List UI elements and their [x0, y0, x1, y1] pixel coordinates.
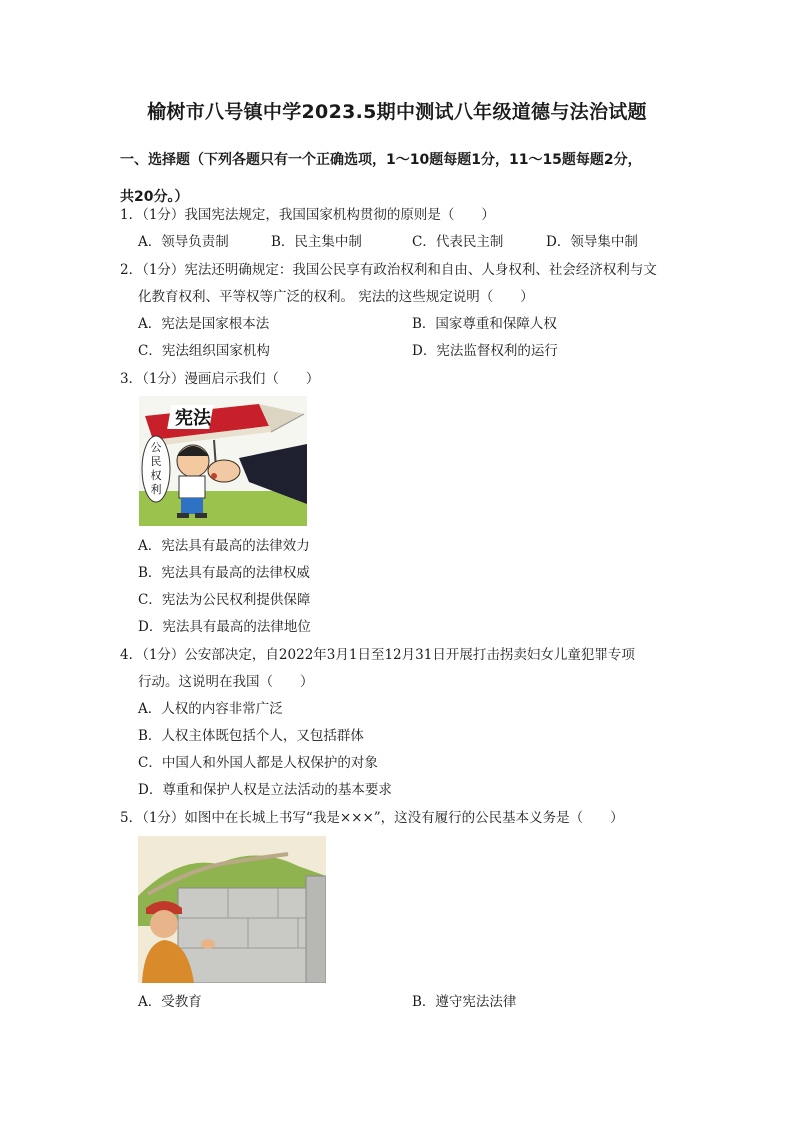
question-4-option-d[interactable]: D．尊重和保护人权是立法活动的基本要求: [138, 782, 392, 798]
question-2-option-b[interactable]: B．国家尊重和保障人权: [412, 316, 557, 332]
question-5-option-b[interactable]: B．遵守宪法法律: [412, 994, 517, 1010]
question-3-option-d[interactable]: D．宪法具有最高的法律地位: [138, 619, 311, 635]
section-heading-line1: 一、选择题（下列各题只有一个正确选项，1～10题每题1分，11～15题每题2分，: [120, 152, 642, 168]
question-3-cartoon-image: [139, 396, 307, 526]
svg-text:利: 利: [150, 483, 162, 496]
question-2-stem: 2．（1分）宪法还明确规定：我国公民享有政治权利和自由、人身权利、社会经济权利与文: [120, 262, 657, 278]
person-face: [150, 910, 178, 938]
question-4-option-c[interactable]: C．中国人和外国人都是人权保护的对象: [138, 755, 378, 771]
svg-text:公: 公: [150, 441, 162, 454]
question-3-option-b[interactable]: B．宪法具有最高的法律权威: [138, 565, 310, 581]
question-4-option-b[interactable]: B．人权主体既包括个人，又包括群体: [138, 728, 364, 744]
question-3-stem: 3．（1分）漫画启示我们（ ）: [120, 371, 320, 387]
svg-text:民: 民: [150, 455, 162, 468]
question-5-stem: 5．（1分）如图中在长城上书写“我是×××”，这没有履行的公民基本义务是（ ）: [120, 810, 624, 826]
svg-text:权: 权: [150, 469, 162, 482]
great-wall: [178, 888, 326, 983]
question-5-great-wall-image: [138, 836, 326, 983]
question-1-option-a[interactable]: A．领导负责制: [138, 234, 229, 250]
question-2-option-a[interactable]: A．宪法是国家根本法: [138, 316, 270, 332]
question-3-option-a[interactable]: A．宪法具有最高的法律效力: [138, 538, 310, 554]
question-4-stem: 4．（1分）公安部决定，自2022年3月1日至12月31日开展打击拐卖妇女儿童犯罪专项: [120, 647, 635, 663]
page-title: 榆树市八号镇中学2023.5期中测试八年级道德与法治试题: [147, 101, 647, 123]
question-1-option-d[interactable]: D．领导集中制: [546, 234, 638, 250]
question-2-stem-continued: 化教育权利、平等权等广泛的权利。 宪法的这些规定说明（ ）: [138, 289, 534, 305]
question-5-option-a[interactable]: A．受教育: [138, 994, 202, 1010]
question-2-option-c[interactable]: C．宪法组织国家机构: [138, 343, 270, 359]
question-4-option-a[interactable]: A．人权的内容非常广泛: [138, 701, 283, 717]
question-4-stem-continued: 行动。这说明在我国（ ）: [138, 674, 314, 690]
question-1-stem: 1．（1分）我国宪法规定，我国国家机构贯彻的原则是（ ）: [120, 207, 495, 223]
umbrella-text: 宪法: [175, 408, 211, 429]
question-1-option-c[interactable]: C．代表民主制: [412, 234, 504, 250]
section-heading-line2: 共20分。）: [120, 189, 189, 205]
question-3-option-c[interactable]: C．宪法为公民权利提供保障: [138, 592, 311, 608]
question-2-option-d[interactable]: D．宪法监督权利的运行: [412, 343, 558, 359]
boy-shirt: [179, 476, 205, 498]
question-1-option-b[interactable]: B．民主集中制: [271, 234, 362, 250]
